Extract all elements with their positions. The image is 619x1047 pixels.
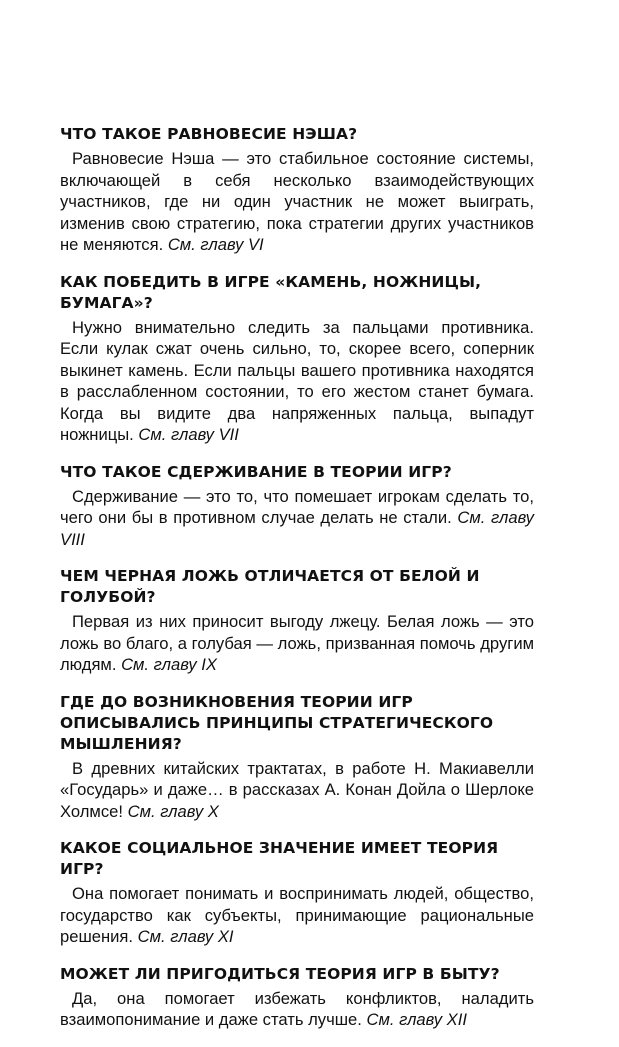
answer-text: Сдерживание — это то, что помешает игрокам сделать то, чего они бы в противном случае делать не стали. <box>60 486 534 527</box>
qa-item-rock-paper-scissors <box>60 272 534 446</box>
chapter-reference: См. главу VII <box>138 425 239 444</box>
answer-paragraph <box>60 317 534 446</box>
qa-item-strategic-thinking-history <box>60 692 534 823</box>
qa-item-nash-equilibrium <box>60 124 534 256</box>
qa-item-deterrence <box>60 462 534 551</box>
answer-text: Равновесие Нэша — это стабильное состояние системы, включающей в себя несколько взаимодействующих участников, где ни один участник не может выиграть, изменив свою стратегию, пока стратегии других участников не меняются. <box>60 149 534 254</box>
qa-item-everyday-use <box>60 964 534 1031</box>
answer-text: Нужно внимательно следить за пальцами противника. Если кулак сжат очень сильно, то, скорее всего, соперник выкинет камень. Если пальцы вашего противника находятся в расслабленном состоянии, то его жестом станет бумага. Когда вы видите два напряженных пальца, выпадут ножницы. <box>60 317 534 444</box>
answer-paragraph <box>60 883 534 948</box>
qa-list <box>60 124 534 1047</box>
chapter-reference: См. главу VI <box>167 235 264 254</box>
answer-text: В древних китайских трактатах, в работе Н. Макиавелли «Государь» и даже… в рассказах А. Конан Дойла о Шерлоке Холмсе! <box>60 758 534 821</box>
answer-paragraph <box>60 988 534 1031</box>
answer-paragraph <box>60 611 534 676</box>
answer-text: Она помогает понимать и воспринимать людей, общество, государство как субъекты, принимающие рациональные решения. <box>60 884 534 946</box>
answer-text: Первая из них приносит выгоду лжецу. Белая ложь — это ложь во благо, а голубая — ложь, призванная помочь другим людям. <box>60 612 534 674</box>
question-heading: ГДЕ ДО ВОЗНИКНОВЕНИЯ ТЕОРИИ ИГР ОПИСЫВАЛИСЬ ПРИНЦИПЫ СТРАТЕГИЧЕСКОГО МЫШЛЕНИЯ? <box>60 692 494 753</box>
chapter-reference: См. главу VIII <box>60 508 534 549</box>
question-heading: ЧТО ТАКОЕ СДЕРЖИВАНИЕ В ТЕОРИИ ИГР? <box>60 462 452 481</box>
answer-paragraph <box>60 486 534 551</box>
question-heading: КАКОЕ СОЦИАЛЬНОЕ ЗНАЧЕНИЕ ИМЕЕТ ТЕОРИЯ ИГР? <box>60 839 499 878</box>
question-heading: КАК ПОБЕДИТЬ В ИГРЕ «КАМЕНЬ, НОЖНИЦЫ, БУМАГА»? <box>60 272 482 312</box>
question-heading: ЧЕМ ЧЕРНАЯ ЛОЖЬ ОТЛИЧАЕТСЯ ОТ БЕЛОЙ И ГОЛУБОЙ? <box>60 567 480 606</box>
chapter-reference: См. главу XII <box>366 1010 467 1029</box>
question-heading: ЧТО ТАКОЕ РАВНОВЕСИЕ НЭША? <box>60 125 358 143</box>
question-heading: МОЖЕТ ЛИ ПРИГОДИТЬСЯ ТЕОРИЯ ИГР В БЫТУ? <box>60 964 500 983</box>
chapter-reference: См. главу IX <box>121 655 217 674</box>
chapter-reference: См. главу X <box>127 801 219 821</box>
answer-paragraph <box>60 758 534 823</box>
qa-item-lies <box>60 566 534 676</box>
qa-item-social-significance <box>60 838 534 948</box>
answer-paragraph <box>60 148 534 256</box>
chapter-reference: См. главу XI <box>137 927 234 946</box>
answer-text: Да, она помогает избежать конфликтов, наладить взаимопонимание и даже стать лучше. <box>60 988 534 1029</box>
